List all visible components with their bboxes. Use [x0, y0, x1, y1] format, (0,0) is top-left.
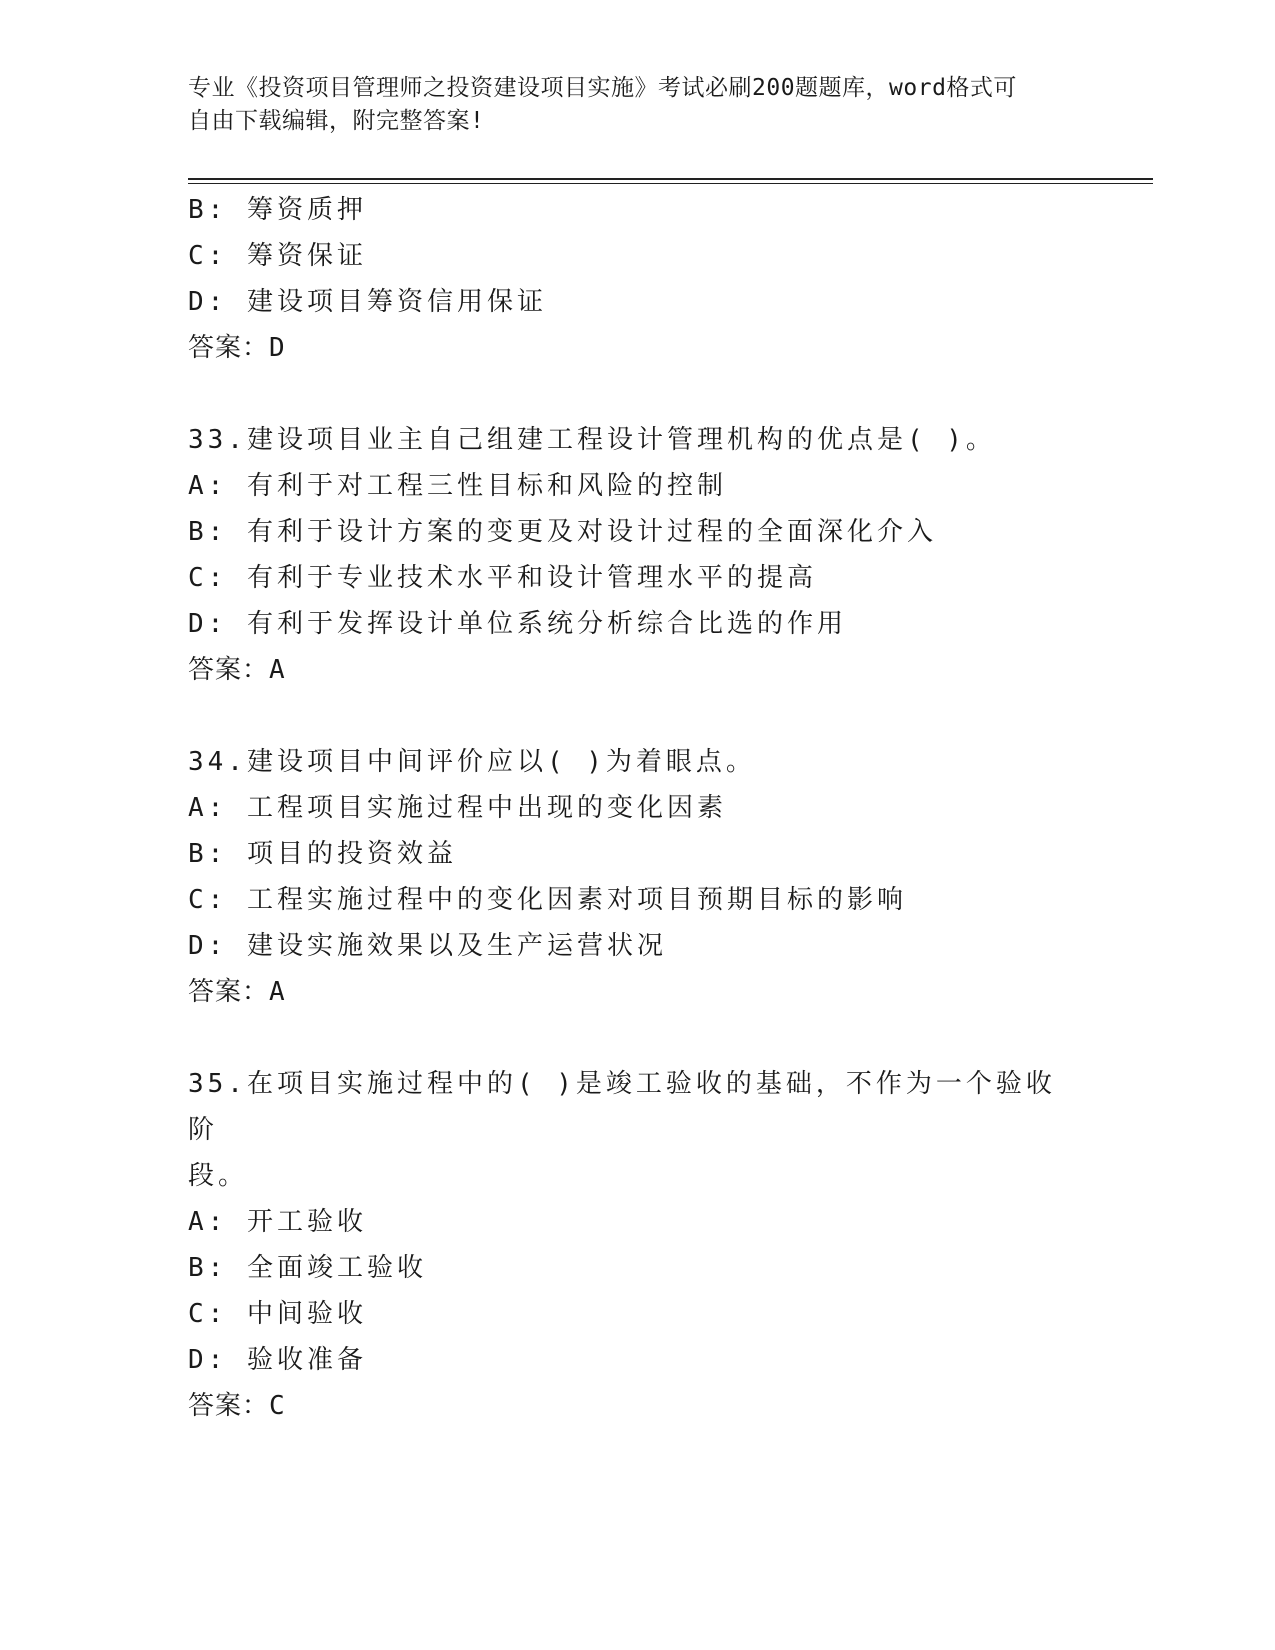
answer-line: 答案：A — [188, 977, 286, 1007]
option-a: A: 有利于对工程三性目标和风险的控制 — [188, 471, 727, 501]
question-block-35 — [188, 1061, 1068, 1429]
question-text-line-2: 段。 — [188, 1161, 249, 1191]
option-d: D: 有利于发挥设计单位系统分析综合比选的作用 — [188, 609, 847, 639]
option-c: C: 中间验收 — [188, 1299, 367, 1329]
document-header — [188, 72, 1068, 138]
option-d: D: 建设实施效果以及生产运营状况 — [188, 931, 667, 961]
option-c: C: 筹资保证 — [188, 241, 367, 271]
option-b: B: 全面竣工验收 — [188, 1253, 427, 1283]
question-list — [188, 187, 1068, 1475]
header-divider-thick — [188, 178, 1153, 180]
option-b: B: 筹资质押 — [188, 195, 367, 225]
option-d: D: 建设项目筹资信用保证 — [188, 287, 547, 317]
option-a: A: 开工验收 — [188, 1207, 367, 1237]
option-d: D: 验收准备 — [188, 1345, 367, 1375]
question-block-34 — [188, 739, 1068, 1015]
option-a: A: 工程项目实施过程中出现的变化因素 — [188, 793, 727, 823]
option-c: C: 工程实施过程中的变化因素对项目预期目标的影响 — [188, 885, 907, 915]
header-line-1: 专业《投资项目管理师之投资建设项目实施》考试必刷200题题库，word格式可 — [188, 75, 1017, 101]
option-c: C: 有利于专业技术水平和设计管理水平的提高 — [188, 563, 817, 593]
question-text: 33.建设项目业主自己组建工程设计管理机构的优点是( )。 — [188, 425, 996, 455]
option-b: B: 项目的投资效益 — [188, 839, 457, 869]
question-text-line-1: 35.在项目实施过程中的( )是竣工验收的基础，不作为一个验收阶 — [188, 1069, 1056, 1145]
question-block-33 — [188, 417, 1068, 693]
header-line-2: 自由下载编辑，附完整答案! — [188, 108, 485, 134]
answer-line: 答案：D — [188, 333, 286, 363]
question-text: 34.建设项目中间评价应以( )为着眼点。 — [188, 747, 756, 777]
question-block-32 — [188, 187, 1068, 371]
answer-line: 答案：A — [188, 655, 286, 685]
option-b: B: 有利于设计方案的变更及对设计过程的全面深化介入 — [188, 517, 937, 547]
header-divider-thin — [188, 183, 1153, 184]
answer-line: 答案：C — [188, 1391, 286, 1421]
